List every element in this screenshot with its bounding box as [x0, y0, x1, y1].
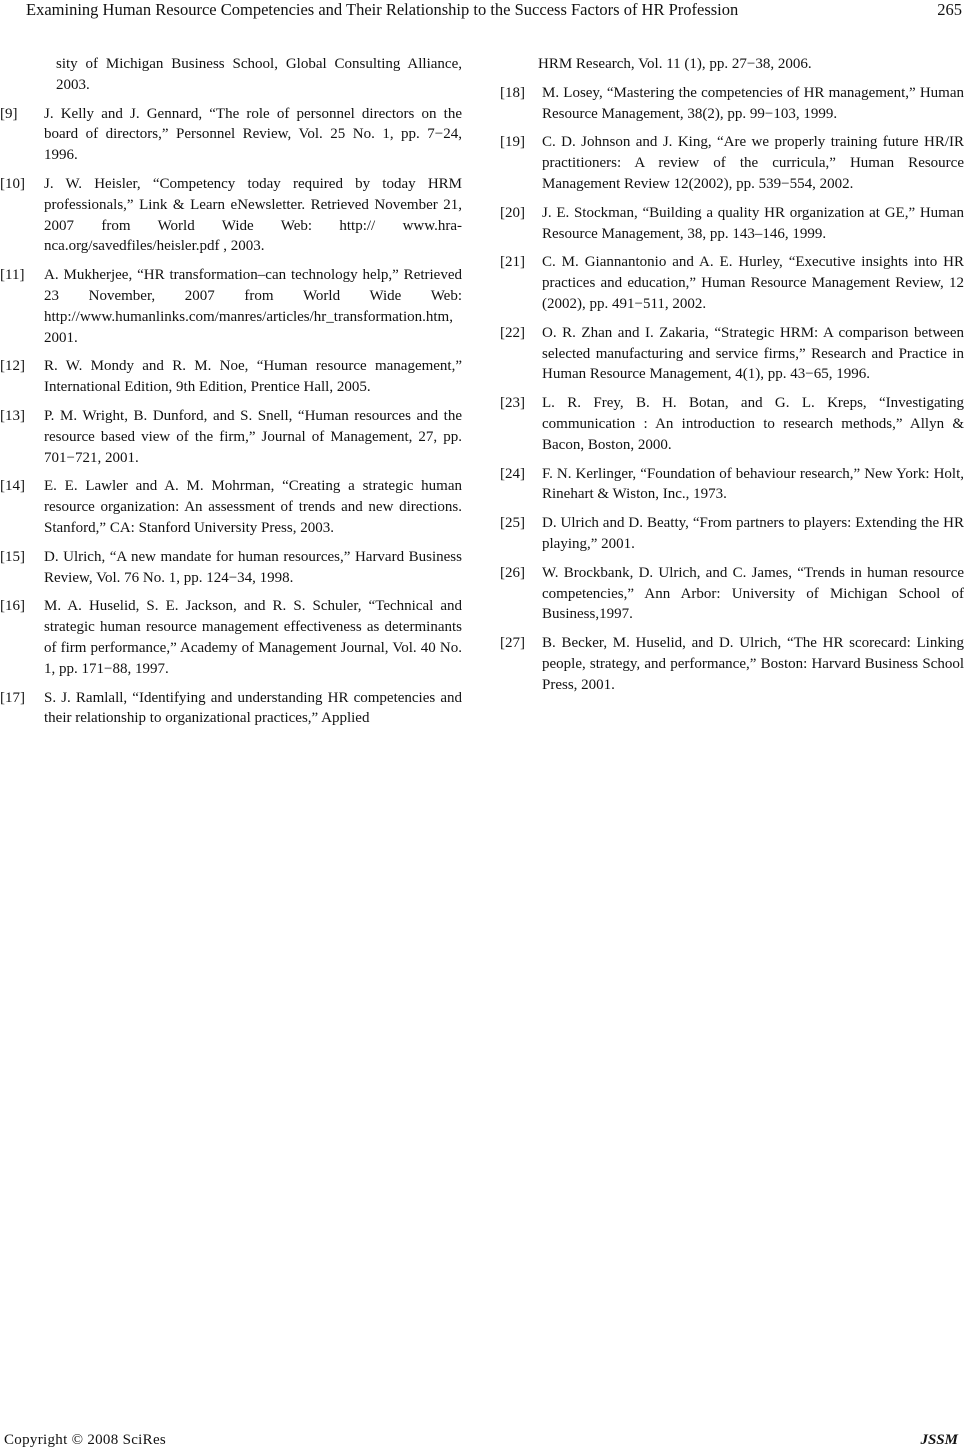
- reference-number: [25]: [500, 515, 525, 532]
- journal-abbreviation: JSSM: [920, 1432, 958, 1448]
- reference-text: L. R. Frey, B. H. Botan, and G. L. Kreps, “Investigating communication : An introduction to research methods,” Allyn & Bacon, Boston, 2000.: [542, 395, 964, 453]
- reference-number: [12]: [0, 358, 25, 375]
- reference-text: P. M. Wright, B. Dunford, and S. Snell, “Human resources and the resource based view of the firm,” Journal of Management, 27, pp. 701−721, 2001.: [44, 407, 462, 466]
- reference-item: [502, 633, 964, 695]
- reference-text: O. R. Zhan and I. Zakaria, “Strategic HRM: A comparison between selected manufacturing and service firms,” Research and Practice in Human Resource Management, 4(1), pp. 43−65, 1996.: [542, 324, 964, 383]
- reference-number: [15]: [0, 548, 25, 565]
- reference-number: [26]: [500, 564, 525, 581]
- reference-text: D. Ulrich, “A new mandate for human resources,” Harvard Business Review, Vol. 76 No. 1, pp. 124−34, 1998.: [44, 548, 462, 586]
- reference-item: [0, 547, 462, 589]
- reference-text: M. A. Huselid, S. E. Jackson, and R. S. Schuler, “Technical and strategic human resource management effectiveness as determinants of firm performance,” Academy of Management Journal, Vol. 40 No. 1, pp. 171−88, 1997.: [44, 598, 462, 677]
- reference-number: [27]: [500, 635, 525, 652]
- reference-item: [502, 203, 964, 245]
- reference-number: [24]: [500, 465, 525, 482]
- reference-continuation: HRM Research, Vol. 11 (1), pp. 27−38, 2006.: [538, 56, 812, 72]
- reference-item: [502, 132, 964, 194]
- reference-text: J. W. Heisler, “Competency today required by today HRM professionals,” Link & Learn eNewsletter. Retrieved November 21, 2007 from World Wide Web: http:// www.hra-nca.org/savedfiles/heisler.pdf , 2003.: [44, 175, 462, 255]
- reference-item: [502, 323, 964, 385]
- reference-text: F. N. Kerlinger, “Foundation of behaviour research,” New York: Holt, Rinehart & Wiston, Inc., 1973.: [542, 465, 964, 503]
- reference-number: [19]: [500, 134, 525, 151]
- page-number: 265: [937, 0, 962, 19]
- reference-number: [18]: [500, 84, 525, 101]
- left-column: [0, 54, 462, 737]
- reference-number: [16]: [0, 598, 25, 615]
- reference-item: [0, 476, 462, 538]
- page-header: [0, 0, 966, 24]
- reference-text: A. Mukherjee, “HR transformation–can technology help,” Retrieved 23 November, 2007 from World Wide Web: http://www.humanlinks.com/manres/articles/hr_transformation.htm, 2001.: [44, 267, 462, 346]
- reference-text: J. Kelly and J. Gennard, “The role of personnel directors on the board of directors,” Personnel Review, Vol. 25 No. 1, pp. 7−24, 1996.: [44, 105, 462, 164]
- reference-number: [23]: [500, 395, 525, 412]
- right-column: [502, 54, 964, 704]
- reference-number: [22]: [500, 324, 525, 341]
- reference-text: J. E. Stockman, “Building a quality HR organization at GE,” Human Resource Management, 38, pp. 143–146, 1999.: [542, 204, 964, 242]
- reference-item: [502, 464, 964, 506]
- reference-number: [14]: [0, 478, 25, 495]
- reference-item: [0, 406, 462, 468]
- reference-item: [502, 252, 964, 314]
- reference-text: C. M. Giannantonio and A. E. Hurley, “Executive insights into HR practices and education,” Human Resource Management Review, 12 (2002), pp. 491−511, 2002.: [542, 254, 964, 312]
- reference-item: [502, 393, 964, 455]
- reference-item: [0, 174, 462, 257]
- reference-item: [502, 513, 964, 555]
- reference-text: D. Ulrich and D. Beatty, “From partners to players: Extending the HR playing,” 2001.: [542, 515, 964, 552]
- reference-number: [9]: [0, 105, 18, 122]
- reference-text: E. E. Lawler and A. M. Mohrman, “Creating a strategic human resource organization: An assessment of trends and new directions. Stanford,” CA: Stanford University Press, 2003.: [44, 478, 462, 536]
- reference-item: [502, 83, 964, 125]
- reference-text: S. J. Ramlall, “Identifying and understanding HR competencies and their relationship to organizational practices,” Applied: [44, 689, 462, 727]
- reference-continuation: sity of Michigan Business School, Global Consulting Alliance, 2003.: [56, 56, 462, 93]
- reference-text: B. Becker, M. Huselid, and D. Ulrich, “The HR scorecard: Linking people, strategy, and performance,” Boston: Harvard Business School Press, 2001.: [542, 635, 964, 693]
- reference-number: [11]: [0, 267, 25, 284]
- reference-text: C. D. Johnson and J. King, “Are we properly training future HR/IR practitioners: A review of the curricula,” Human Resource Management Review 12(2002), pp. 539−554, 2002.: [542, 134, 964, 192]
- running-title: Examining Human Resource Competencies and Their Relationship to the Success Factors of HR Profession: [26, 0, 739, 19]
- reference-number: [13]: [0, 407, 25, 424]
- reference-number: [17]: [0, 689, 25, 706]
- page-footer: [0, 1432, 966, 1450]
- reference-number: [21]: [500, 254, 525, 271]
- reference-text: M. Losey, “Mastering the competencies of HR management,” Human Resource Management, 38(2), pp. 99−103, 1999.: [542, 84, 964, 122]
- reference-item: [0, 104, 462, 166]
- reference-text: W. Brockbank, D. Ulrich, and C. James, “Trends in human resource competencies,” Ann Arbor: University of Michigan School of Business,1997.: [542, 564, 964, 623]
- reference-number: [10]: [0, 175, 25, 192]
- reference-number: [20]: [500, 204, 525, 221]
- reference-text: R. W. Mondy and R. M. Noe, “Human resource management,” International Edition, 9th Edition, Prentice Hall, 2005.: [44, 358, 462, 396]
- copyright-notice: Copyright © 2008 SciRes: [4, 1432, 167, 1448]
- reference-item: [0, 688, 462, 730]
- reference-item: [502, 563, 964, 625]
- reference-item: [0, 596, 462, 679]
- reference-item: [0, 356, 462, 398]
- reference-item: [0, 265, 462, 348]
